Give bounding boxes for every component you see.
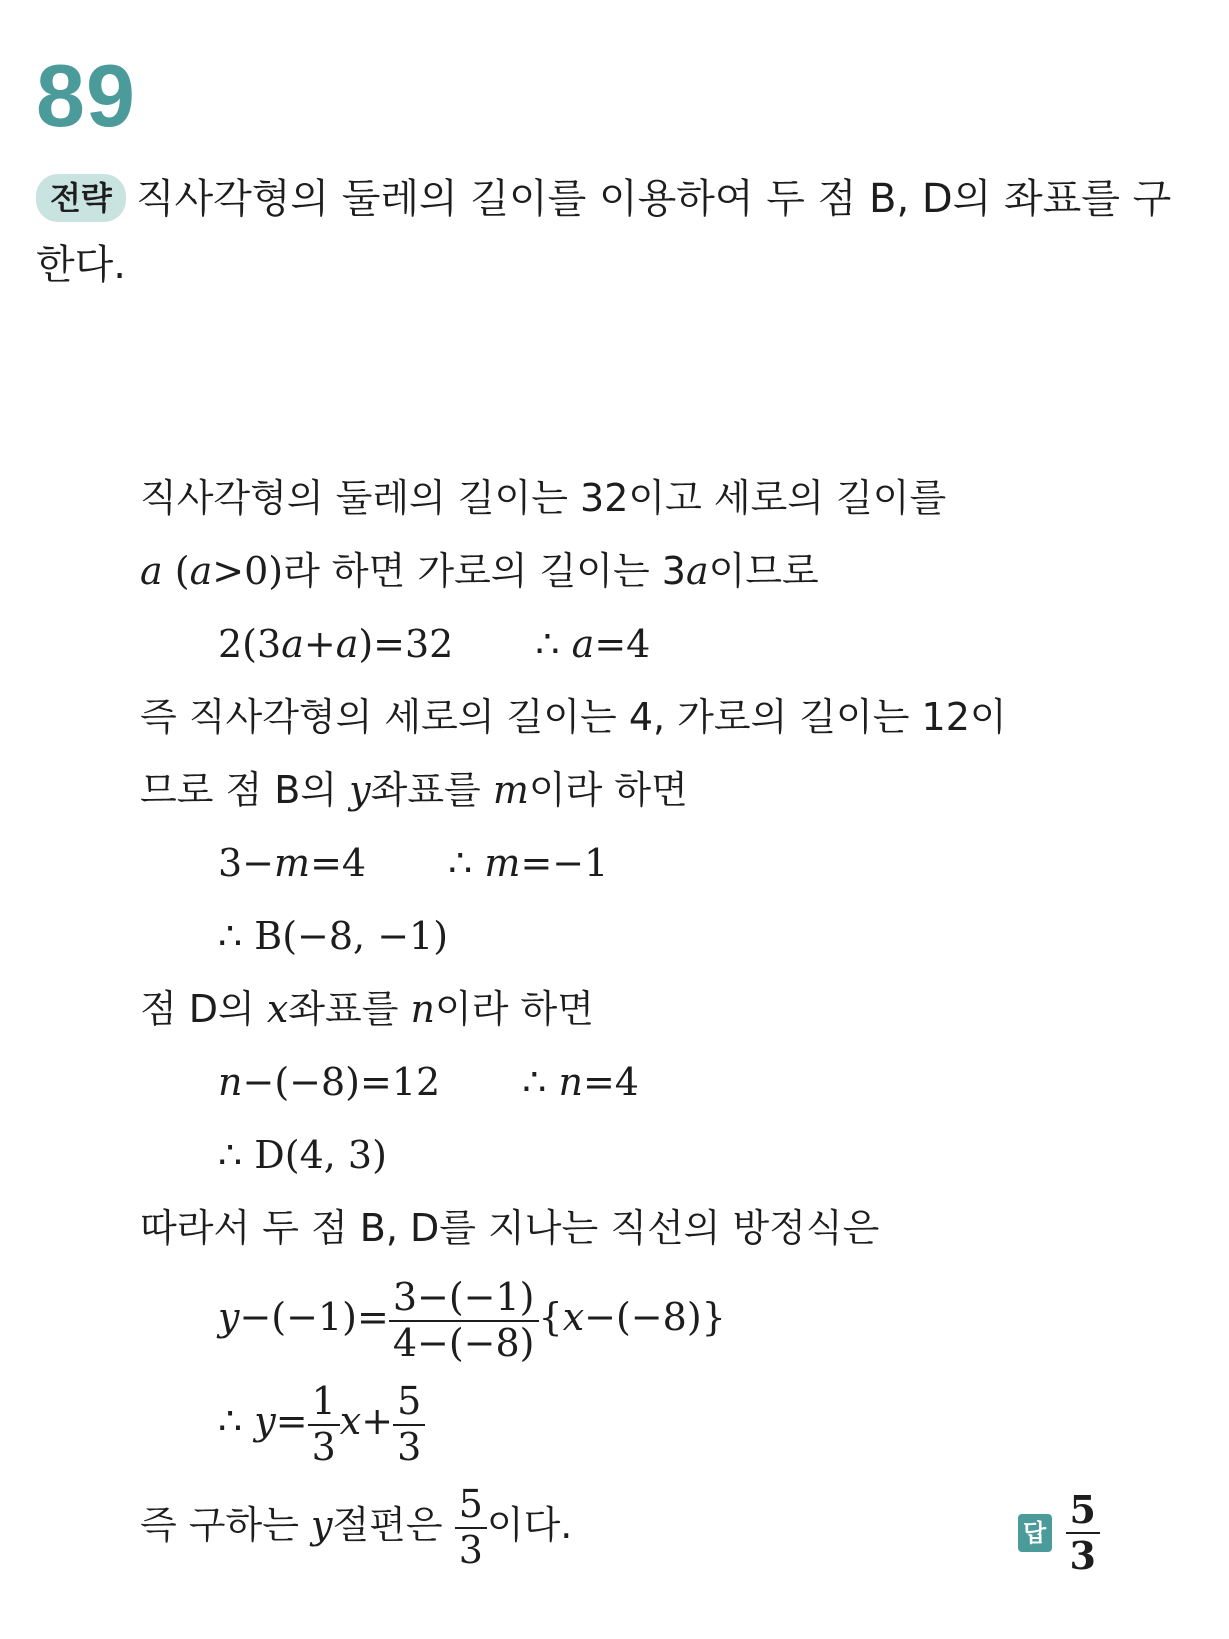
var-n: n [218,1060,243,1104]
var-m: m [492,768,529,812]
equation-6 [140,1265,1100,1369]
fraction [393,1380,425,1469]
text: 직사각형의 둘레의 길이는 32이고 세로의 길이를 [140,476,947,520]
therefore-symbol: ∴ [448,841,473,885]
point-d: D(4, 3) [254,1133,387,1177]
expr: −(−8)=12 [242,1060,441,1104]
var-n: n [558,1060,583,1104]
var-a: a [685,549,709,593]
var-a: a [335,622,359,666]
equation-1 [140,608,1100,681]
solution-line-1 [140,462,1100,535]
text: 이다. [486,1503,573,1547]
var-a: a [281,622,304,666]
solution-line-4 [140,681,1100,754]
fraction [308,1380,340,1469]
op: + [361,1399,394,1443]
expr: )=32 [358,622,454,666]
therefore-symbol: ∴ [535,622,560,666]
expr: −(−8)} [584,1295,726,1339]
point-b: B(−8, −1) [254,914,449,958]
text: 이라 하면 [528,768,688,812]
numerator: 5 [455,1483,487,1529]
solution-line-2 [140,535,1100,608]
op: + [303,622,336,666]
numerator: 5 [1066,1488,1100,1534]
denominator: 3 [397,1424,422,1469]
equation-7 [140,1369,1100,1473]
var-m: m [484,841,521,885]
therefore-symbol: ∴ [218,1133,243,1177]
numerator: 5 [393,1380,425,1426]
answer-badge: 답 [1018,1514,1052,1552]
var-x: x [562,1295,585,1339]
expr: 2(3 [218,622,282,666]
var-y: y [254,1399,276,1443]
condition: >0) [212,549,284,593]
solution-line-5 [140,754,1100,827]
therefore-symbol: ∴ [218,1399,243,1443]
equation-4 [140,1046,1100,1119]
answer-fraction [1066,1488,1100,1577]
var-y: y [311,1503,333,1547]
equation-2 [140,827,1100,900]
numerator: 3−(−1) [389,1276,539,1322]
text: 따라서 두 점 B, D를 지나는 직선의 방정식은 [140,1206,880,1250]
equation-5 [140,1119,1100,1192]
var-a: a [140,549,163,593]
var-x: x [266,987,289,1031]
expr: −(−1)= [239,1295,389,1339]
equation-3 [140,900,1100,973]
var-a: a [571,622,595,666]
denominator: 3 [311,1424,336,1469]
text: 절편은 [332,1503,455,1547]
answer [1018,1487,1100,1578]
expr: =4 [582,1060,639,1104]
var-a: a [189,549,213,593]
text: 즉 직사각형의 세로의 길이는 4, 가로의 길이는 12이 [140,695,1007,739]
problem-number: 89 [36,46,136,145]
expr: =4 [594,622,651,666]
var-m: m [274,841,311,885]
text: 라 하면 가로의 길이는 3 [283,549,686,593]
solution-line-11 [140,1192,1100,1265]
fraction [455,1483,487,1572]
text: 점 D의 [140,987,267,1031]
denominator: 3 [1069,1532,1096,1578]
text: 므로 점 B의 [140,768,350,812]
text: 즉 구하는 [140,1503,311,1547]
therefore-symbol: ∴ [522,1060,547,1104]
paren: ( [174,549,190,593]
var-y: y [349,768,371,812]
expr: =−1 [520,841,609,885]
solution-body [140,462,1100,1577]
op: = [275,1399,308,1443]
text: 이라 하면 [434,987,594,1031]
var-x: x [339,1399,362,1443]
solution-line-14 [140,1473,1100,1577]
var-n: n [410,987,435,1031]
brace: { [538,1295,563,1339]
therefore-symbol: ∴ [218,914,243,958]
text: 좌표를 [370,768,493,812]
expr: =4 [310,841,367,885]
slope-fraction [389,1276,539,1365]
strategy-paragraph [36,166,1196,298]
solution-line-8 [140,973,1100,1046]
text: 이므로 [708,549,819,593]
denominator: 4−(−8) [392,1320,535,1365]
denominator: 3 [458,1527,483,1572]
strategy-text: 직사각형의 둘레의 길이를 이용하여 두 점 B, D의 좌표를 구한다. [36,176,1172,288]
strategy-badge: 전략 [36,174,126,222]
expr: 3− [218,841,275,885]
text: 좌표를 [288,987,411,1031]
numerator: 1 [308,1380,340,1426]
var-y: y [218,1295,240,1339]
